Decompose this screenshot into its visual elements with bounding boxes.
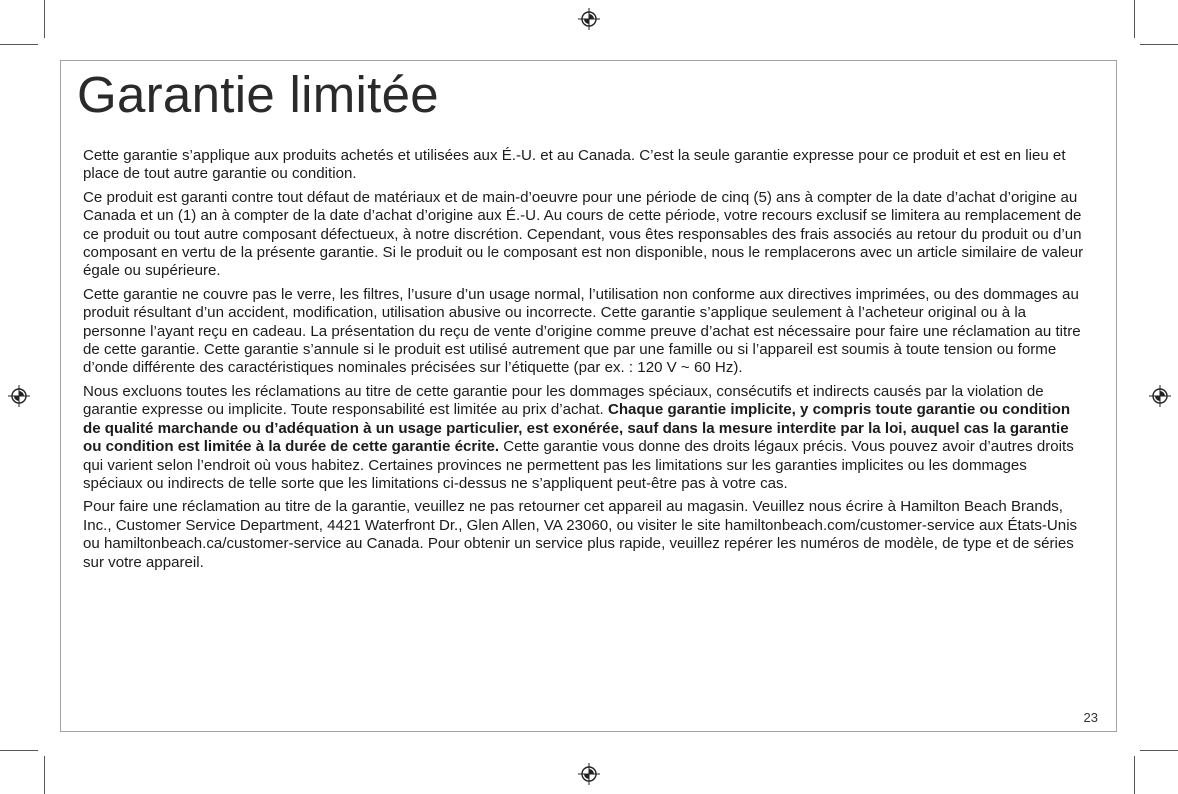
crop-mark-top-left-v (44, 0, 45, 38)
crop-mark-top-left-h (0, 44, 38, 45)
paragraph-exclusions: Cette garantie ne couvre pas le verre, les filtres, l’usure d’un usage normal, l’utilisation non conforme aux directives imprimées, ou des dommages au produit résultant d’un accident, modification, utilisation abusive ou incorrecte. Cette garantie s’applique seulement à l’acheteur original ou à la personne l’ayant reçu en cadeau. La présentation du reçu de vente d’origine comme preuve d’achat est nécessaire pour faire une réclamation au titre de cette garantie. Cette garantie s’annule si le produit est utilisé autrement que par une famille ou si l’appareil est soumis à toute tension ou forme d’onde différente des caractéristiques nominales précisées sur l’étiquette (par ex. : 120 V ~ 60 Hz). (83, 285, 1081, 377)
crop-mark-bottom-right-v (1134, 756, 1135, 794)
registration-mark-icon-bottom (578, 763, 600, 785)
crop-mark-top-right-v (1134, 0, 1135, 38)
page-number: 23 (1083, 710, 1098, 725)
crop-mark-bottom-left-v (44, 756, 45, 794)
limitations-text-start: Nous excluons toutes les réclamations au titre de cette garantie pour les dommages spéciaux, consécutifs et indirects causés par la violation de garantie expresse ou implicite. Toute responsabilité est limitée au prix d’achat. (83, 382, 1044, 419)
paragraph-scope: Cette garantie s’applique aux produits achetés et utilisées aux É.-U. et au Canada. C’est la seule garantie expresse pour ce produit et est en lieu et place de tout autre garantie ou condition. (83, 147, 1066, 183)
limitations-text-bold: Chaque garantie implicite, y compris toute garantie ou condition de qualité marchande ou d’adéquation à un usage particulier, est exonérée, sauf dans la mesure interdite par la loi, auquel cas la garantie ou condition est limitée à la durée de cette garantie écrite. (83, 401, 1071, 456)
paragraph-claims: Pour faire une réclamation au titre de la garantie, veuillez ne pas retourner cet appareil au magasin. Veuillez nous écrire à Hamilton Beach Brands, Inc., Customer Service Department, 4421 Waterfront Dr., Glen Allen, VA 23060, ou visiter le site hamiltonbeach.com/customer-service aux États-Unis ou hamiltonbeach.ca/customer-service au Canada. Pour obtenir un service plus rapide, veuillez repérer les numéros de modèle, de type et de séries sur votre appareil. (83, 498, 1078, 571)
warranty-body (83, 147, 1087, 577)
limitations-text-end: Cette garantie vous donne des droits légaux précis. Vous pouvez avoir d’autres droits qui varient selon l’endroit où vous habitez. Certaines provinces ne permettent pas les limitations sur les garanties implicites ou les dommages spéciaux ou indirects de telle sorte que les limitations ci-dessus ne s’appliquent peut-être pas à votre cas. (83, 438, 1074, 492)
registration-mark-icon-left (8, 385, 30, 407)
page-title: Garantie limitée (77, 66, 439, 123)
paragraph-coverage: Ce produit est garanti contre tout défaut de matériaux et de main-d’oeuvre pour une période de cinq (5) ans à compter de la date d’achat d’origine au Canada et un (1) an à compter de la date d’achat d’origine aux É.-U. Au cours de cette période, votre recours exclusif se limitera au remplacement de ce produit ou tout autre composant défectueux, à notre discrétion. Cependant, vous êtes responsables des frais associés au retour du produit ou d’un composant en vertu de la présente garantie. Si le produit ou le composant est non disponible, nous le remplacerons avec un article similaire de valeur égale ou supérieure. (83, 188, 1084, 280)
registration-mark-icon-top (578, 8, 600, 30)
crop-mark-bottom-left-h (0, 750, 38, 751)
crop-mark-bottom-right-h (1140, 750, 1178, 751)
registration-mark-icon-right (1149, 385, 1171, 407)
paragraph-limitations (83, 383, 1087, 493)
crop-mark-top-right-h (1140, 44, 1178, 45)
